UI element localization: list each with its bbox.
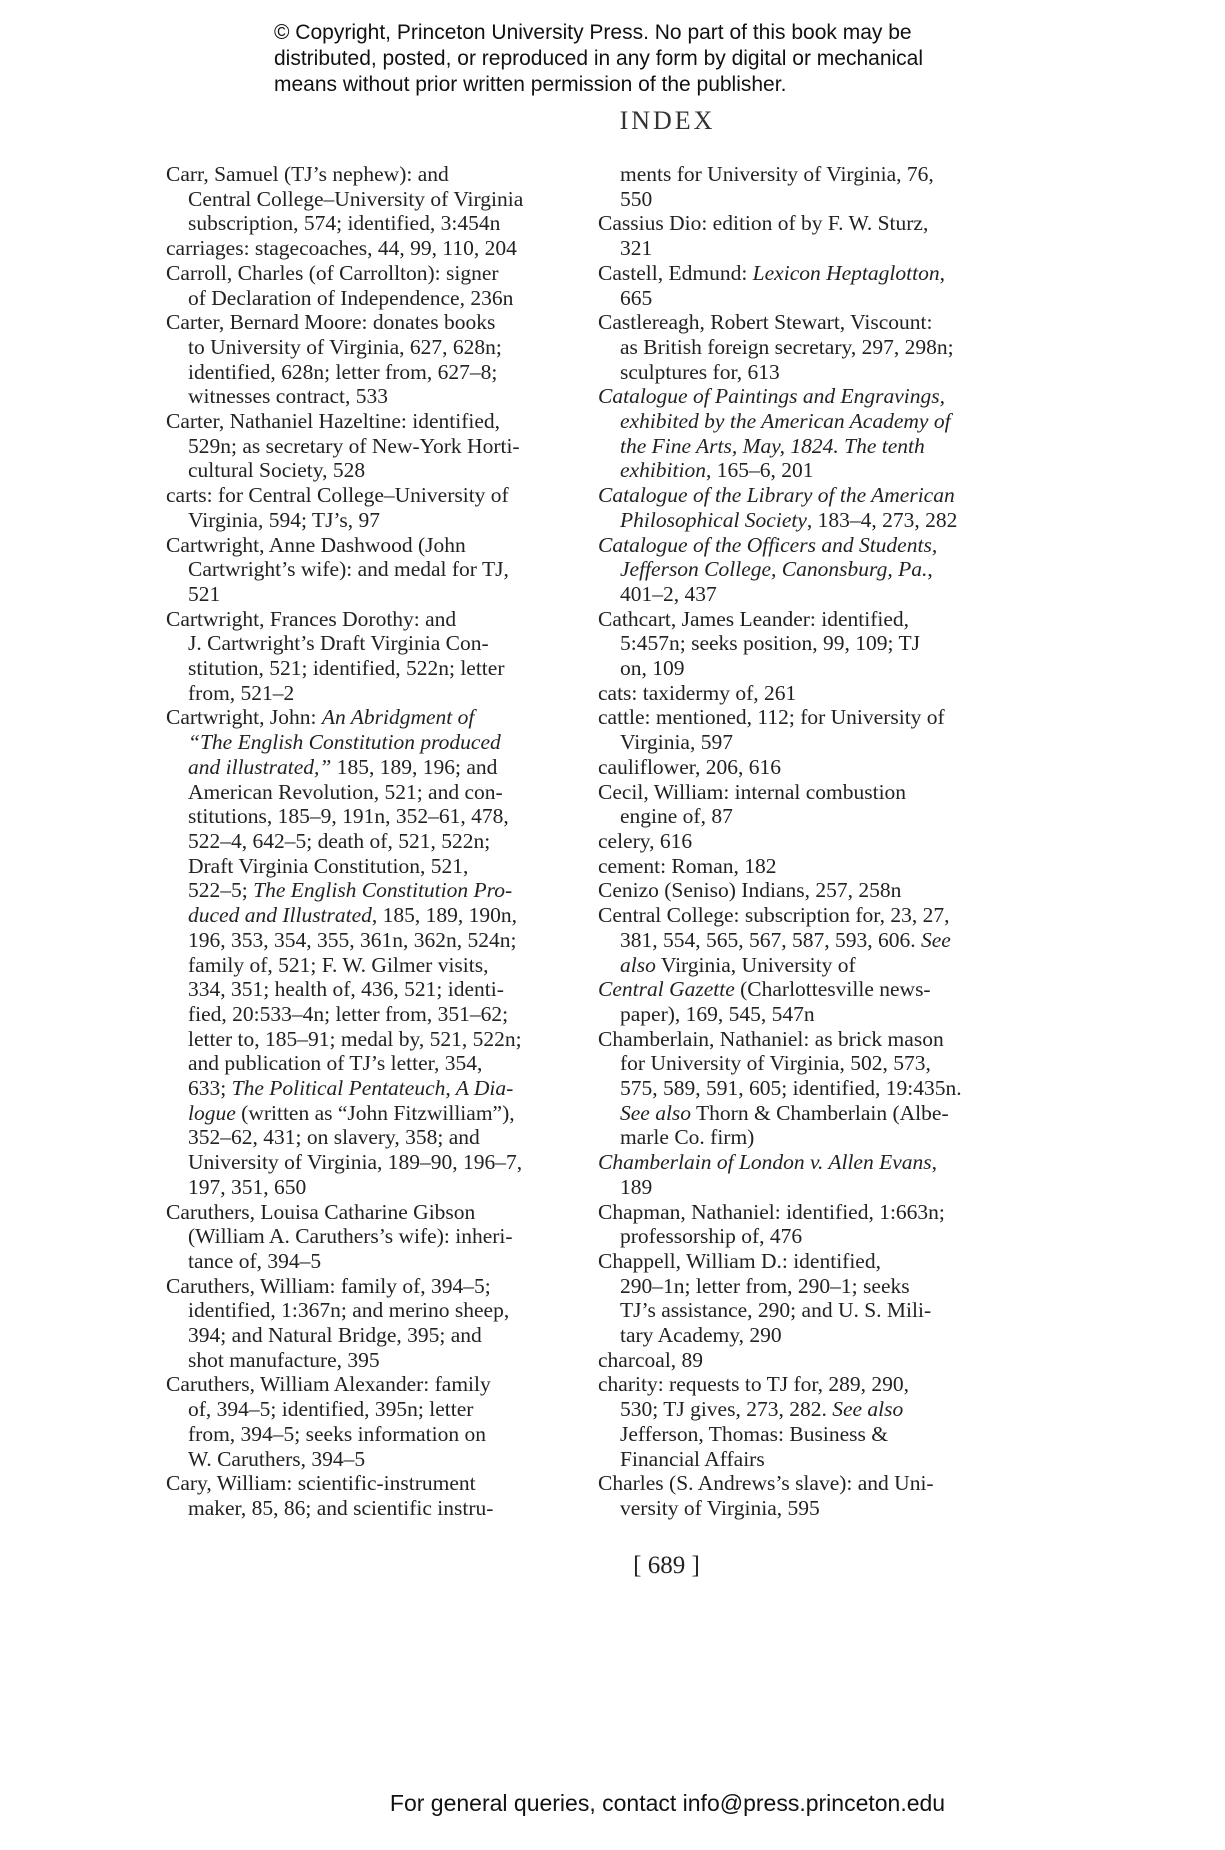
index-line	[166, 1002, 576, 1027]
index-line	[166, 1027, 576, 1052]
index-text: ments for University of Virginia, 76,	[620, 162, 934, 186]
index-text: shot manufacture, 395	[188, 1347, 380, 1372]
index-line	[598, 1397, 1018, 1422]
index-text: 401–2, 437	[620, 581, 717, 606]
index-line	[598, 1447, 1018, 1472]
index-text: Virginia, 597	[620, 730, 733, 755]
index-line	[166, 1323, 576, 1348]
index-text: to University of Virginia, 627, 628n;	[188, 334, 502, 359]
index-text: Carter, Bernard Moore: donates books	[166, 310, 496, 335]
index-line	[166, 483, 576, 508]
index-line	[598, 804, 1018, 829]
index-text: An Abridgment of	[321, 705, 475, 730]
index-text: also	[620, 952, 656, 977]
index-text: 633;	[188, 1076, 232, 1101]
index-text: witnesses contract, 533	[188, 384, 389, 409]
index-line	[166, 928, 576, 953]
index-text: “The English Constitution produced	[188, 730, 501, 755]
index-text: Chamberlain, Nathaniel: as brick mason	[598, 1026, 944, 1051]
index-line	[598, 780, 1018, 805]
index-line	[598, 1249, 1018, 1274]
index-text: 197, 351, 650	[188, 1174, 307, 1199]
index-text: Cenizo (Seniso) Indians, 257, 258n	[598, 878, 902, 903]
index-text: 334, 351; health of, 436, 521; identi-	[188, 977, 504, 1002]
index-text: cattle: mentioned, 112; for University of	[598, 705, 945, 730]
index-line	[598, 187, 1018, 212]
index-text: See also	[620, 1100, 692, 1125]
index-text: Charles (S. Andrews’s slave): and Uni-	[598, 1471, 934, 1496]
index-column-left	[166, 162, 576, 1521]
index-line	[166, 1471, 576, 1496]
index-line	[166, 335, 576, 360]
index-text: , 165–6, 201	[705, 458, 814, 483]
index-line	[166, 434, 576, 459]
index-line	[166, 310, 576, 335]
index-text: Chamberlain of London v. Allen Evans	[598, 1150, 932, 1175]
index-text: Draft Virginia Constitution, 521,	[188, 853, 469, 878]
index-line	[166, 755, 576, 780]
index-line	[598, 730, 1018, 755]
index-text: 352–62, 431; on slavery, 358; and	[188, 1125, 480, 1150]
index-line	[598, 360, 1018, 385]
index-line	[166, 953, 576, 978]
index-line	[166, 705, 576, 730]
index-line	[166, 1051, 576, 1076]
index-line	[598, 483, 1018, 508]
index-line	[598, 286, 1018, 311]
index-text: The Political Pentateuch, A Dia-	[231, 1076, 514, 1101]
index-line	[166, 533, 576, 558]
index-text: 290–1n; letter from, 290–1; seeks	[620, 1273, 910, 1298]
index-text: charity: requests to TJ for, 289, 290,	[598, 1372, 910, 1397]
index-text: on, 109	[620, 656, 685, 681]
index-text: Cartwright’s wife): and medal for TJ,	[188, 557, 509, 582]
index-text: charcoal, 89	[598, 1347, 704, 1372]
index-line	[166, 1397, 576, 1422]
index-text: and illustrated,”	[188, 754, 332, 779]
index-line	[598, 557, 1018, 582]
index-line	[166, 409, 576, 434]
index-text: 530; TJ gives, 273, 282.	[620, 1397, 833, 1422]
index-text: Castell, Edmund:	[598, 260, 753, 285]
index-line	[598, 1422, 1018, 1447]
index-column-right	[598, 162, 1018, 1521]
index-text: Cartwright, Frances Dorothy: and	[166, 606, 457, 631]
index-text: 521	[188, 581, 221, 606]
index-text: Carroll, Charles (of Carrollton): signer	[166, 260, 499, 285]
index-line	[166, 631, 576, 656]
index-text: tance of, 394–5	[188, 1248, 322, 1273]
page-title: INDEX	[619, 106, 716, 135]
index-text: American Revolution, 521; and con-	[188, 779, 503, 804]
index-text: Jefferson College, Canonsburg, Pa.	[620, 557, 928, 582]
index-text: Caruthers, William Alexander: family	[166, 1372, 491, 1397]
index-line	[166, 1422, 576, 1447]
index-line	[598, 335, 1018, 360]
index-text: Catalogue of Paintings and Engravings,	[598, 384, 945, 409]
index-line	[166, 384, 576, 409]
index-text: Carter, Nathaniel Hazeltine: identified,	[166, 409, 501, 434]
index-text: sculptures for, 613	[620, 359, 780, 384]
index-text: Cary, William: scientific-instrument	[166, 1471, 476, 1496]
index-line	[598, 829, 1018, 854]
index-line	[598, 508, 1018, 533]
index-line	[166, 211, 576, 236]
index-text: University of Virginia, 189–90, 196–7,	[188, 1150, 523, 1175]
index-text: 665	[620, 285, 653, 310]
index-line	[598, 211, 1018, 236]
index-line	[166, 557, 576, 582]
index-line	[598, 681, 1018, 706]
index-text: (written as “John Fitzwilliam”),	[235, 1100, 515, 1125]
index-text: cement: Roman, 182	[598, 853, 777, 878]
index-text: Cassius Dio: edition of by F. W. Sturz,	[598, 211, 929, 236]
index-line	[598, 1471, 1018, 1496]
index-line	[598, 878, 1018, 903]
index-text: duced and Illustrated	[188, 903, 372, 928]
index-text: cultural Society, 528	[188, 458, 366, 483]
index-line	[598, 607, 1018, 632]
index-line	[598, 1125, 1018, 1150]
index-text: stitution, 521; identified, 522n; letter	[188, 656, 505, 681]
index-line	[166, 829, 576, 854]
index-text: ,	[927, 557, 933, 582]
index-text: from, 521–2	[188, 680, 295, 705]
index-line	[598, 384, 1018, 409]
index-line	[598, 1150, 1018, 1175]
index-text: Cartwright, Anne Dashwood (John	[166, 532, 466, 557]
index-text: maker, 85, 86; and scientific instru-	[188, 1495, 494, 1520]
index-text: the Fine Arts, May, 1824. The tenth	[620, 433, 925, 458]
index-text: carriages: stagecoaches, 44, 99, 110, 204	[166, 236, 517, 261]
index-text: engine of, 87	[620, 804, 733, 829]
index-text: professorship of, 476	[620, 1224, 803, 1249]
index-text: exhibition	[620, 458, 706, 483]
index-line	[598, 458, 1018, 483]
index-line	[598, 236, 1018, 261]
index-line	[598, 1274, 1018, 1299]
index-line	[166, 187, 576, 212]
index-line	[598, 928, 1018, 953]
index-line	[598, 162, 1018, 187]
index-line	[166, 903, 576, 928]
index-line	[598, 1027, 1018, 1052]
index-text: cauliflower, 206, 616	[598, 754, 782, 779]
index-text: Jefferson, Thomas: Business &	[620, 1421, 888, 1446]
index-text: 575, 589, 591, 605; identified, 19:435n.	[620, 1076, 962, 1101]
index-line	[166, 1150, 576, 1175]
index-text: 321	[620, 236, 653, 261]
index-text: Central College–University of Virginia	[188, 186, 524, 211]
index-line	[598, 903, 1018, 928]
index-text: versity of Virginia, 595	[620, 1495, 820, 1520]
index-line	[166, 730, 576, 755]
index-line	[598, 631, 1018, 656]
index-line	[166, 360, 576, 385]
index-text: See also	[832, 1397, 904, 1422]
index-text: as British foreign secretary, 297, 298n;	[620, 334, 954, 359]
index-line	[598, 1002, 1018, 1027]
index-line	[166, 656, 576, 681]
index-text: carts: for Central College–University of	[166, 483, 509, 508]
index-line	[598, 1348, 1018, 1373]
index-text: 381, 554, 565, 567, 587, 593, 606.	[620, 927, 921, 952]
index-text: of Declaration of Independence, 236n	[188, 285, 514, 310]
index-line	[166, 804, 576, 829]
index-text: Cecil, William: internal combustion	[598, 779, 907, 804]
index-line	[598, 1175, 1018, 1200]
index-line	[166, 286, 576, 311]
index-text: Central College: subscription for, 23, 27,	[598, 903, 950, 928]
index-text: cats: taxidermy of, 261	[598, 680, 797, 705]
index-line	[598, 705, 1018, 730]
index-text: Catalogue of the Library of the American	[598, 483, 955, 508]
index-text: (William A. Caruthers’s wife): inheri-	[188, 1224, 513, 1249]
index-text: , 183–4, 273, 282	[806, 507, 958, 532]
index-text: Central Gazette	[598, 977, 735, 1002]
index-text: TJ’s assistance, 290; and U. S. Mili-	[620, 1298, 932, 1323]
index-line	[166, 977, 576, 1002]
index-text: marle Co. firm)	[620, 1125, 755, 1150]
index-text: 394; and Natural Bridge, 395; and	[188, 1323, 482, 1348]
index-text: logue	[188, 1100, 236, 1125]
index-line	[166, 1372, 576, 1397]
index-line	[598, 656, 1018, 681]
index-text: stitutions, 185–9, 191n, 352–61, 478,	[188, 804, 509, 829]
index-text: family of, 521; F. W. Gilmer visits,	[188, 952, 489, 977]
index-text: paper), 169, 545, 547n	[620, 1001, 815, 1026]
index-text: 522–4, 642–5; death of, 521, 522n;	[188, 828, 491, 853]
index-line	[598, 1051, 1018, 1076]
index-line	[166, 1101, 576, 1126]
copyright-line: © Copyright, Princeton University Press. No part of this book may be	[274, 21, 912, 44]
index-line	[166, 607, 576, 632]
index-line	[598, 1224, 1018, 1249]
index-line	[166, 1447, 576, 1472]
index-line	[166, 162, 576, 187]
index-line	[598, 1323, 1018, 1348]
index-line	[598, 953, 1018, 978]
index-text: Caruthers, Louisa Catharine Gibson	[166, 1199, 476, 1224]
index-line	[166, 1175, 576, 1200]
index-line	[598, 977, 1018, 1002]
index-line	[166, 1249, 576, 1274]
index-line	[166, 236, 576, 261]
index-line	[166, 1076, 576, 1101]
index-text: J. Cartwright’s Draft Virginia Con-	[188, 631, 489, 656]
index-text: Caruthers, William: family of, 394–5;	[166, 1273, 491, 1298]
index-text: The English Constitution Pro-	[253, 878, 513, 903]
index-text: , 185, 189, 190n,	[371, 903, 518, 928]
copyright-line: means without prior written permission of the publisher.	[274, 73, 787, 96]
index-text: celery, 616	[598, 828, 693, 853]
index-text: Catalogue of the Officers and Students,	[598, 532, 938, 557]
index-text: fied, 20:533–4n; letter from, 351–62;	[188, 1001, 509, 1026]
index-text: Philosophical Society	[620, 507, 807, 532]
index-text: Virginia, 594; TJ’s, 97	[188, 507, 381, 532]
index-line	[598, 582, 1018, 607]
index-line	[166, 1224, 576, 1249]
index-text: 189	[620, 1174, 653, 1199]
copyright-line: distributed, posted, or reproduced in any form by digital or mechanical	[274, 47, 924, 70]
index-text: Chapman, Nathaniel: identified, 1:663n;	[598, 1199, 945, 1224]
index-line	[598, 1101, 1018, 1126]
index-line	[166, 508, 576, 533]
index-line	[166, 780, 576, 805]
index-text: 522–5;	[188, 878, 254, 903]
index-text: ,	[931, 1150, 938, 1175]
index-line	[166, 1496, 576, 1521]
index-line	[598, 1200, 1018, 1225]
index-text: 529n; as secretary of New-York Horti-	[188, 433, 520, 458]
index-line	[598, 1076, 1018, 1101]
index-text: W. Caruthers, 394–5	[188, 1446, 366, 1471]
index-line	[598, 434, 1018, 459]
index-text: Financial Affairs	[620, 1446, 765, 1471]
index-line	[166, 1348, 576, 1373]
index-line	[598, 533, 1018, 558]
index-text: of, 394–5; identified, 395n; letter	[188, 1397, 474, 1422]
index-text: See	[921, 927, 951, 952]
index-text: subscription, 574; identified, 3:454n	[188, 211, 501, 236]
index-line	[166, 261, 576, 286]
index-line	[598, 755, 1018, 780]
index-line	[598, 310, 1018, 335]
index-line	[598, 261, 1018, 286]
index-line	[598, 1372, 1018, 1397]
index-line	[166, 458, 576, 483]
index-text: Cathcart, James Leander: identified,	[598, 606, 910, 631]
index-text: (Charlottesville news-	[734, 977, 931, 1002]
index-text: and publication of TJ’s letter, 354,	[188, 1051, 483, 1076]
index-text: 5:457n; seeks position, 99, 109; TJ	[620, 631, 921, 656]
index-text: letter to, 185–91; medal by, 521, 522n;	[188, 1026, 522, 1051]
index-line	[166, 1274, 576, 1299]
index-text: 185, 189, 196; and	[331, 754, 498, 779]
index-text: Castlereagh, Robert Stewart, Viscount:	[598, 310, 933, 335]
index-text: 550	[620, 186, 653, 211]
index-text: tary Academy, 290	[620, 1323, 782, 1348]
index-line	[166, 1298, 576, 1323]
index-line	[166, 582, 576, 607]
index-text: for University of Virginia, 502, 573,	[620, 1051, 931, 1076]
index-text: Virginia, University of	[655, 952, 856, 977]
index-text: Thorn & Chamberlain (Albe-	[691, 1100, 949, 1125]
index-text: from, 394–5; seeks information on	[188, 1421, 486, 1446]
index-text: Cartwright, John:	[166, 705, 322, 730]
index-line	[598, 409, 1018, 434]
index-text: Lexicon Heptaglotton	[752, 260, 940, 285]
page-number: [ 689 ]	[633, 1552, 700, 1579]
index-line	[598, 1298, 1018, 1323]
index-text: Carr, Samuel (TJ’s nephew): and	[166, 162, 449, 186]
index-text: Chappell, William D.: identified,	[598, 1248, 881, 1273]
copyright-notice	[274, 20, 1034, 98]
index-line	[166, 1200, 576, 1225]
index-line	[166, 1125, 576, 1150]
index-text: 196, 353, 354, 355, 361n, 362n, 524n;	[188, 927, 517, 952]
index-line	[598, 1496, 1018, 1521]
index-line	[166, 681, 576, 706]
footer-contact: For general queries, contact info@press.princeton.edu	[389, 1790, 946, 1816]
index-line	[598, 854, 1018, 879]
index-line	[166, 878, 576, 903]
index-text: ,	[939, 260, 945, 285]
index-text: identified, 1:367n; and merino sheep,	[188, 1298, 510, 1323]
index-line	[166, 854, 576, 879]
index-text: identified, 628n; letter from, 627–8;	[188, 359, 498, 384]
index-text: exhibited by the American Academy of	[620, 409, 951, 434]
